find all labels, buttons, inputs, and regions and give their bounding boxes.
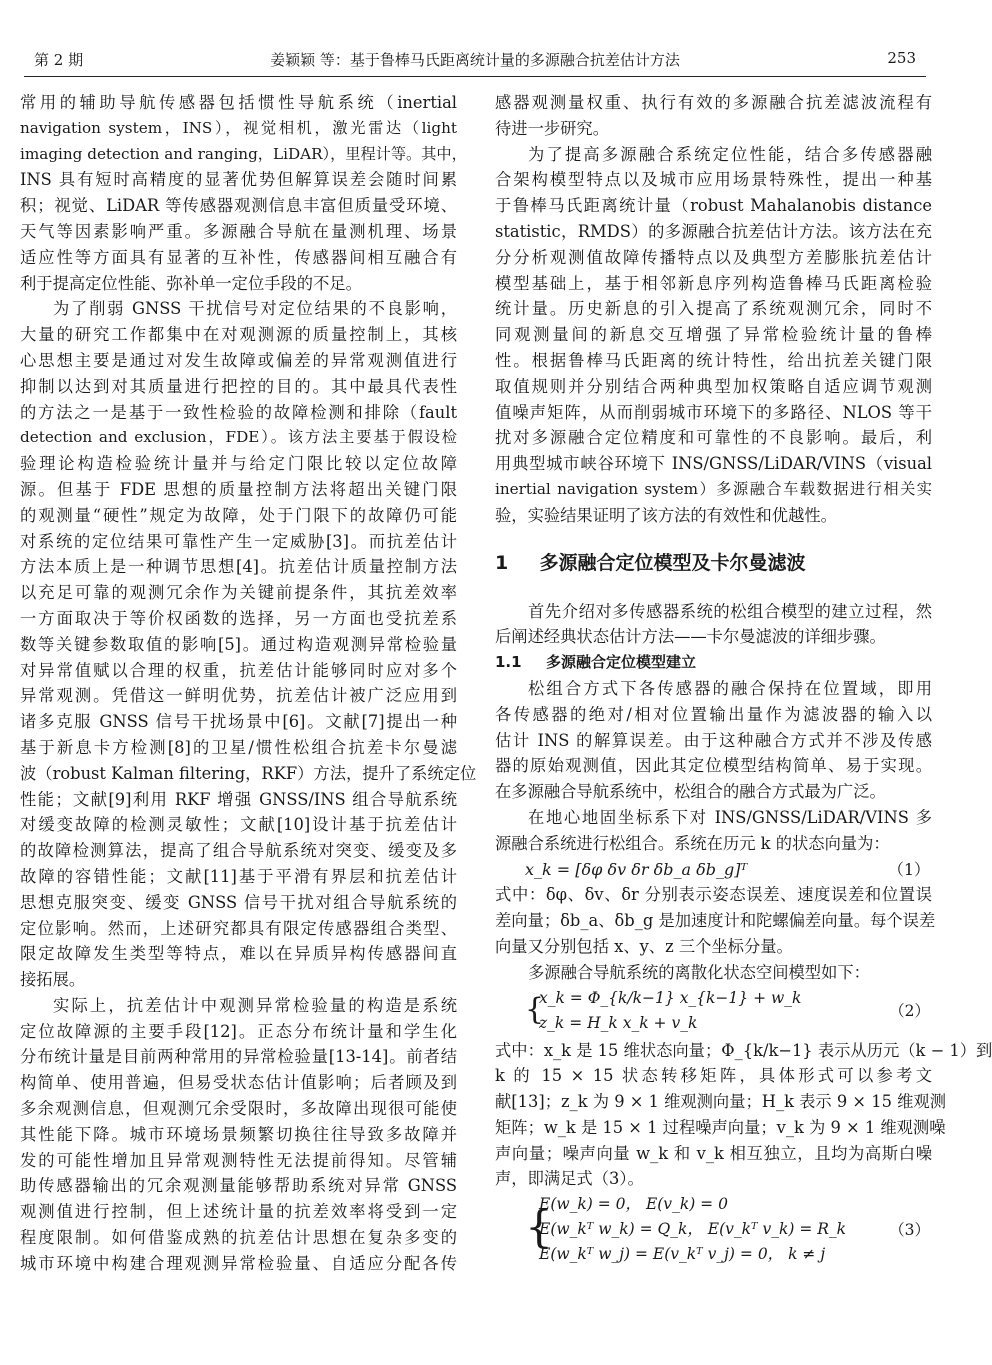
text-line: 天气等因素影响严重。多源融合导航在量测机理、场景 — [20, 221, 457, 241]
text-line: 在地心地固坐标系下对 INS/GNSS/LiDAR/VINS 多 — [528, 807, 932, 827]
text-line: 大量的研究工作都集中在对观测源的质量控制上，其核 — [20, 325, 457, 345]
text-line: imaging detection and ranging，LiDAR），里程计等。其中， — [20, 144, 467, 163]
equation-3 — [495, 1192, 932, 1270]
text-line: 基于新息卡方检测[8]的卫星/惯性松组合抗差卡尔曼滤 — [20, 737, 457, 757]
text-line: 助传感器输出的冗余观测量能够帮助系统对异常 GNSS — [20, 1176, 457, 1196]
text-line: 构简单、使用普遍，但易受状态估计值影响；后者顾及到 — [20, 1073, 457, 1093]
running-title: 姜颖颖 等：基于鲁棒马氏距离统计量的多源融合抗差估计方法 — [270, 51, 680, 69]
text-line: 抑制以达到对其质量进行把控的目的。其中最具代表性 — [20, 376, 457, 396]
equation-1 — [495, 857, 932, 883]
text-line: 思想克服突变、缓变 GNSS 信号干扰对组合导航系统的 — [20, 892, 457, 912]
text-line: 为了削弱 GNSS 干扰信号对定位结果的不良影响， — [53, 299, 457, 319]
text-line: navigation system，INS），视觉相机，激光雷达（light — [20, 118, 457, 137]
text-line: 故障的容错性能；文献[11]基于平滑有界层和抗差估计 — [20, 866, 457, 886]
text-line: 对系统的定位结果可靠性产生一定威胁[3]。而抗差估计 — [20, 531, 457, 551]
text-line: 献[13]；z_k 为 9 × 1 维观测向量；H_k 表示 9 × 15 维观测 — [495, 1092, 946, 1112]
equation-number: （2） — [889, 1001, 930, 1020]
text-line: 声，即满足式（3）。 — [495, 1169, 644, 1189]
text-line: 其性能下降。城市环境场景频繁切换往往导致多故障并 — [20, 1124, 457, 1144]
text-line: 发的可能性增加且异常观测特性无法提前得知。尽管辅 — [20, 1150, 457, 1170]
text-line: 定位影响。然而，上述研究都具有限定传感器组合类型、 — [20, 918, 457, 938]
text-line: 向量又分别包括 x、y、z 三个坐标分量。 — [495, 936, 793, 956]
text-line: 异常观测。凭借这一鲜明优势，抗差估计被广泛应用到 — [20, 686, 457, 706]
text-line: 实际上，抗差估计中观测异常检验量的构造是系统 — [53, 995, 457, 1015]
text-line: 感器观测量权重、执行有效的多源融合抗差滤波流程有 — [495, 93, 932, 112]
text-line: 观测值进行控制，但上述统计量的抗差效率将受到一定 — [20, 1202, 457, 1222]
text-line: 的观测量“硬性”规定为故障，处于门限下的故障仍可能 — [20, 505, 457, 525]
text-line: 待进一步研究。 — [495, 118, 609, 138]
text-line: 程度限制。如何借鉴成熟的抗差估计思想在复杂多变的 — [20, 1228, 457, 1248]
text-line: 同观测量间的新息交互增强了异常检验统计量的鲁棒 — [495, 325, 932, 345]
equation-expression: x_k = [δφ δv δr δb_a δb_g]ᵀ — [525, 859, 748, 879]
text-line: k 的 15 × 15 状态转移矩阵，具体形式可以参考文 — [495, 1066, 932, 1086]
equation-row: E(w_k) = 0， E(v_k) = 0 — [539, 1195, 728, 1214]
text-line: INS 具有短时高精度的显著优势但解算误差会随时间累 — [20, 170, 457, 190]
equation-row: z_k = H_k x_k + v_k — [539, 1013, 698, 1032]
equation-row: E(w_kᵀ w_k) = Q_k， E(v_kᵀ v_k) = R_k — [539, 1220, 847, 1239]
text-line: 波（robust Kalman filtering，RKF）方法，提升了系统定位 — [20, 763, 477, 783]
subsection-heading — [495, 650, 932, 676]
text-line: 接拓展。 — [20, 970, 86, 990]
text-line: 值噪声矩阵，从而削弱城市环境下的多路径、NLOS 等干 — [495, 402, 932, 422]
issue-label: 第 2 期 — [34, 51, 84, 69]
text-line: 的故障检测算法，提高了组合导航系统对突变、缓变及多 — [20, 841, 457, 861]
text-line: 利于提高定位性能、弥补单一定位手段的不足。 — [20, 273, 362, 293]
text-line: 数等关键参数取值的影响[5]。通过构造观测异常检验量 — [20, 634, 457, 654]
text-line: 为了提高多源融合系统定位性能，结合多传感器融 — [528, 144, 932, 164]
equation-row: E(w_kᵀ w_j) = E(v_kᵀ v_j) = 0， k ≠ j — [539, 1245, 826, 1264]
text-line: 合架构模型特点以及城市应用场景特殊性，提出一种基 — [495, 170, 932, 190]
section-heading — [495, 539, 932, 587]
equation-number: （1） — [887, 859, 930, 879]
text-line: 以充足可靠的观测冗余作为关键前提条件，其抗差效率 — [20, 583, 457, 603]
right-column — [495, 90, 992, 1270]
text-line: 适应性等方面具有显著的互补性，传感器间相互融合有 — [20, 247, 457, 267]
text-line: 声向量；噪声向量 w_k 和 v_k 相互独立，且均为高斯白噪 — [495, 1143, 932, 1163]
text-line: 用典型城市峡谷环境下 INS/GNSS/LiDAR/VINS（visual — [495, 454, 932, 474]
text-line: inertial navigation system）多源融合车载数据进行相关实 — [495, 479, 932, 498]
text-line: 诸多克服 GNSS 信号干扰场景中[6]。文献[7]提出一种 — [20, 712, 457, 732]
text-line: 于鲁棒马氏距离统计量（robust Mahalanobis distance — [495, 196, 932, 216]
text-line: detection and exclusion，FDE）。该方法主要基于假设检 — [20, 428, 457, 447]
text-line: 限定故障发生类型等特点，难以在异质异构传感器间直 — [20, 944, 457, 964]
brace-symbol: { — [525, 991, 545, 1027]
text-line: 对异常值赋以合理的权重，抗差估计能够同时应对多个 — [20, 660, 457, 680]
text-line: 心思想主要是通过对发生故障或偏差的异常观测值进行 — [20, 350, 457, 370]
text-line: 城市环境中构建合理观测异常检验量、自适应分配各传 — [20, 1253, 457, 1273]
text-line: 验理论构造检验统计量并与给定门限比较以定位故障 — [20, 454, 457, 474]
text-line: 源融合系统进行松组合。系统在历元 k 的状态向量为： — [495, 833, 890, 853]
text-line: 定位故障源的主要手段[12]。正态分布统计量和学生化 — [20, 1021, 457, 1041]
text-line: 验，实验结果证明了该方法的有效性和优越性。 — [495, 505, 837, 525]
header-rule — [24, 76, 926, 77]
section-number: 1 — [495, 551, 509, 574]
section-title: 多源融合定位模型及卡尔曼滤波 — [539, 551, 806, 574]
text-line: 性能；文献[9]利用 RKF 增强 GNSS/INS 组合导航系统 — [20, 789, 457, 809]
text-line: 统计量。历史新息的引入提高了系统观测冗余，同时不 — [495, 299, 932, 319]
text-line: 分分析观测值故障传播特点以及典型方差膨胀抗差估计 — [495, 247, 932, 267]
left-column — [20, 90, 477, 1277]
equation-row: x_k = Φ_{k/k−1} x_{k−1} + w_k — [539, 988, 802, 1007]
subsection-number: 1.1 — [495, 653, 522, 672]
text-line: 方法本质上是一种调节思想[4]。抗差估计质量控制方法 — [20, 557, 457, 577]
text-line: 后阐述经典状态估计方法——卡尔曼滤波的详细步骤。 — [495, 627, 886, 647]
text-line: 取值规则并分别结合两种典型加权策略自适应调节观测 — [495, 376, 932, 396]
text-line: 差向量；δb_a、δb_g 是加速度计和陀螺偏差向量。每个误差 — [495, 911, 936, 931]
equation-number: （3） — [889, 1221, 930, 1240]
text-line: 各传感器的绝对/相对位置输出量作为滤波器的输入以 — [495, 704, 932, 724]
text-line: 对缓变故障的检测灵敏性；文献[10]设计基于抗差估计 — [20, 815, 457, 835]
text-line: 多余观测信息，但观测冗余受限时，多故障出现很可能使 — [20, 1099, 457, 1119]
subsection-title: 多源融合定位模型建立 — [546, 653, 697, 672]
text-line: 器的原始观测值，因此其定位模型结构简单、易于实现。 — [495, 756, 932, 776]
page-number: 253 — [887, 49, 916, 67]
text-line: 首先介绍对多传感器系统的松组合模型的建立过程，然 — [528, 601, 932, 621]
text-line: 分布统计量是目前两种常用的异常检验量[13-14]。前者结 — [20, 1047, 457, 1067]
text-line: 扰对多源融合定位精度和可靠性的不良影响。最后，利 — [495, 428, 932, 448]
text-line: 式中：δφ、δv、δr 分别表示姿态误差、速度误差和位置误 — [495, 885, 932, 905]
text-line: 式中：x_k 是 15 维状态向量；Φ_{k/k−1} 表示从历元（k − 1）到 — [495, 1040, 992, 1060]
text-line: 积；视觉、LiDAR 等传感器观测信息丰富但质量受环境、 — [20, 196, 457, 216]
text-line: 源。但基于 FDE 思想的质量控制方法将超出关键门限 — [20, 479, 457, 499]
text-line: 一方面取决于等价权函数的选择，另一方面也受抗差系 — [20, 608, 457, 628]
text-line: 性。根据鲁棒马氏距离的统计特性，给出抗差关键门限 — [495, 350, 932, 370]
text-line: 多源融合导航系统的离散化状态空间模型如下： — [528, 962, 870, 982]
text-line: 的方法之一是基于一致性检验的故障检测和排除（fault — [20, 402, 457, 422]
text-line: 估计 INS 的解算误差。由于这种融合方式并不涉及传感 — [495, 730, 932, 750]
text-line: 模型基础上，基于相邻新息序列构造鲁棒马氏距离检验 — [495, 273, 932, 293]
equation-2 — [495, 986, 932, 1038]
text-line: 矩阵；w_k 是 15 × 1 过程噪声向量；v_k 为 9 × 1 维观测噪 — [495, 1117, 946, 1137]
brace-symbol: { — [525, 1202, 553, 1254]
page-header — [0, 0, 950, 78]
text-line: 常用的辅助导航传感器包括惯性导航系统（inertial — [20, 93, 457, 112]
text-line: 在多源融合导航系统中，松组合的融合方式最为广泛。 — [495, 782, 886, 802]
text-line: statistic，RMDS）的多源融合抗差估计方法。该方法在充 — [495, 221, 932, 241]
text-line: 松组合方式下各传感器的融合保持在位置域，即用 — [528, 678, 932, 698]
